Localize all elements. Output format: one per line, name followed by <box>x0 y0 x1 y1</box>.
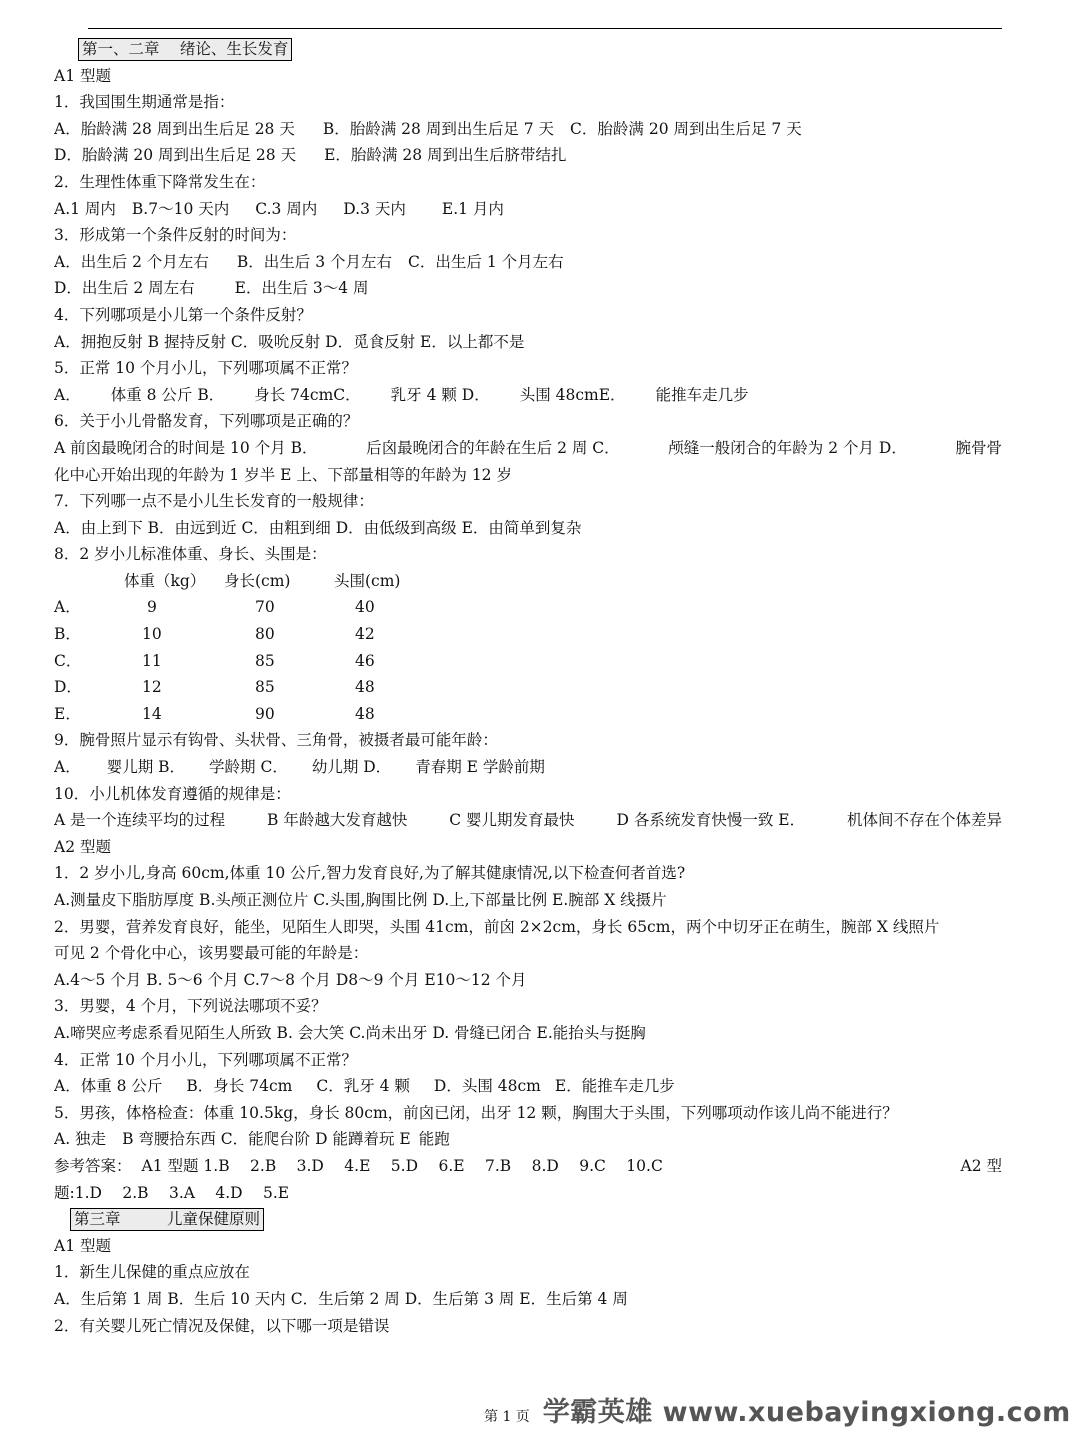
option: D．头围 48cm <box>433 1077 541 1096</box>
question: 5．正常 10 个月小儿，下列哪项属不正常？ <box>54 359 357 378</box>
chapter-heading-1: 第一、二章 绪论、生长发育 <box>78 38 292 61</box>
options <box>54 116 1002 143</box>
question: 6．关于小儿骨骼发育，下列哪项是正确的？ <box>54 412 359 431</box>
option: C．乳牙 4 颗 <box>316 1077 410 1096</box>
options <box>54 275 1002 302</box>
option: A. 独走 <box>54 1130 107 1149</box>
table-cell: 40 <box>355 598 375 617</box>
option: 青春期 E 学龄前期 <box>415 758 545 777</box>
question: 1．我国围生期通常是指： <box>54 93 235 112</box>
table-header-cell: 头围(cm) <box>334 571 401 590</box>
option: E．能推车走几步 <box>554 1077 675 1096</box>
option: 颅缝一般闭合的年龄为 2 个月 D． <box>668 438 907 457</box>
table-cell: 14 <box>142 704 162 723</box>
document-body <box>54 36 1002 1339</box>
table-row <box>54 701 1002 728</box>
option: C．胎龄满 20 周到出生后足 7 天 <box>570 119 802 138</box>
question: 5．男孩，体格检查：体重 10.5kg，身长 80cm，前囟已闭，出牙 12 颗，胸围大于头围，下列哪项动作该儿尚不能进行？ <box>54 1103 898 1122</box>
options <box>54 1126 1002 1153</box>
table-cell: 42 <box>355 625 375 644</box>
question: 4．下列哪项是小儿第一个条件反射？ <box>54 305 312 324</box>
a1-label: A1 型题 <box>54 66 111 85</box>
option: 婴儿期 B． <box>106 758 186 777</box>
question: 9．腕骨照片显示有钩骨、头状骨、三角骨，被摄者最可能年龄： <box>54 731 498 750</box>
option: A 前囟最晚闭合的时间是 10 个月 B． <box>54 438 318 457</box>
table-cell: C． <box>54 651 82 670</box>
table-header-cell: 身长(cm) <box>224 571 291 590</box>
option: A 是一个连续平均的过程 <box>54 811 226 830</box>
option: B 弯腰拾东西 C．能爬台阶 D 能蹲着玩 E <box>122 1130 411 1149</box>
option: 身长 74cmC． <box>254 385 361 404</box>
option: 头围 48cmE． <box>519 385 626 404</box>
options <box>54 807 1002 834</box>
option: 腕骨骨 <box>955 438 1002 457</box>
table-cell: 46 <box>355 651 375 670</box>
table-cell: 70 <box>255 598 275 617</box>
question: 7．下列哪一点不是小儿生长发育的一般规律： <box>54 492 374 511</box>
options <box>54 1073 1002 1100</box>
question: 10．小儿机体发育遵循的规律是： <box>54 784 291 803</box>
option: C．出生后 1 个月左右 <box>408 252 564 271</box>
answer-label: 参考答案： <box>54 1156 132 1175</box>
option: A.啼哭应考虑系看见陌生人所致 B. 会大笑 C.尚未出牙 D. 骨缝已闭合 E.能抬头与挺胸 <box>54 1023 646 1042</box>
option: B 年龄越大发育越快 <box>267 811 408 830</box>
table-cell: B． <box>54 625 81 644</box>
table-cell: 9 <box>147 598 157 617</box>
question-continued: 可见 2 个骨化中心，该男婴最可能的年龄是： <box>54 944 369 963</box>
options <box>54 249 1002 276</box>
answer-key <box>54 1153 1002 1180</box>
options <box>54 435 1002 462</box>
option: 体重 8 公斤 B． <box>110 385 225 404</box>
options <box>54 382 1002 409</box>
option: D.3 天内 <box>343 199 406 218</box>
option: 幼儿期 D． <box>311 758 392 777</box>
option: A．胎龄满 28 周到出生后足 28 天 <box>54 119 295 138</box>
option: A.1 周内 <box>54 199 116 218</box>
answer-a2: 题:1.D 2.B 3.A 4.D 5.E <box>54 1183 290 1202</box>
table-cell: 48 <box>355 678 375 697</box>
table-row <box>54 621 1002 648</box>
table-cell: 80 <box>255 625 275 644</box>
option: D 各系统发育快慢一致 E． <box>616 811 806 830</box>
table-header-cell: 体重（kg） <box>124 571 206 590</box>
table-cell: 85 <box>255 678 275 697</box>
question: 2．男婴，营养发育良好，能坐，见陌生人即哭，头围 41cm，前囟 2×2cm，身长 65cm，两个中切牙正在萌生，腕部 X 线照片 <box>54 917 940 936</box>
table-cell: 90 <box>255 704 275 723</box>
answer-a2-head: A2 型 <box>960 1156 1002 1175</box>
option: 能推车走几步 <box>655 385 749 404</box>
option: D．出生后 2 周左右 <box>54 279 195 298</box>
question: 1．新生儿保健的重点应放在 <box>54 1263 250 1282</box>
option: A． <box>54 385 81 404</box>
table-cell: 48 <box>355 704 375 723</box>
question: 3．形成第一个条件反射的时间为： <box>54 226 297 245</box>
page-footer <box>484 1398 1071 1428</box>
option: E．出生后 3～4 周 <box>234 279 369 298</box>
table-row <box>54 594 1002 621</box>
options <box>54 142 1002 169</box>
option: 乳牙 4 颗 D． <box>390 385 490 404</box>
option: A．生后第 1 周 B．生后 10 天内 C．生后第 2 周 D．生后第 3 周 E．生后第 4 周 <box>54 1289 628 1308</box>
option: A． <box>54 758 81 777</box>
option: B．出生后 3 个月左右 <box>236 252 393 271</box>
chapter-heading-3: 第三章 儿童保健原则 <box>70 1208 264 1231</box>
option: 后囟最晚闭合的年龄在生后 2 周 C． <box>366 438 620 457</box>
options <box>54 754 1002 781</box>
question: 2．生理性体重下降常发生在： <box>54 172 266 191</box>
page-number: 第 1 页 <box>484 1409 530 1425</box>
table-cell: 85 <box>255 651 275 670</box>
watermark: 学霸英雄 www.xuebayingxiong.com <box>542 1397 1071 1428</box>
table-row <box>54 648 1002 675</box>
table-header <box>54 568 1002 595</box>
option: 机体间不存在个体差异 <box>846 811 1002 830</box>
table-cell: E． <box>54 704 81 723</box>
option: B．胎龄满 28 周到出生后足 7 天 <box>322 119 555 138</box>
question: 8．2 岁小儿标准体重、身长、头围是： <box>54 545 327 564</box>
option: C 婴儿期发育最快 <box>449 811 575 830</box>
option: 能跑 <box>418 1130 450 1149</box>
option: E．胎龄满 28 周到出生后脐带结扎 <box>324 146 567 165</box>
a2-label: A2 型题 <box>54 837 111 856</box>
question: 4．正常 10 个月小儿，下列哪项属不正常？ <box>54 1050 357 1069</box>
option: A.4～5 个月 B. 5～6 个月 C.7～8 个月 D8～9 个月 E10～12 个月 <box>54 970 527 989</box>
question: 3．男婴，4 个月，下列说法哪项不妥？ <box>54 997 327 1016</box>
option: B．身长 74cm <box>186 1077 293 1096</box>
table-cell: D． <box>54 678 82 697</box>
option: A．出生后 2 个月左右 <box>54 252 209 271</box>
header-rule <box>88 28 1002 29</box>
question: 2．有关婴儿死亡情况及保健，以下哪一项是错误 <box>54 1316 390 1335</box>
option-continued: 化中心开始出现的年龄为 1 岁半 E 上、下部量相等的年龄为 12 岁 <box>54 465 512 484</box>
a1-label: A1 型题 <box>54 1236 111 1255</box>
option: A．拥抱反射 B 握持反射 C．吸吮反射 D．觅食反射 E．以上都不是 <box>54 332 525 351</box>
table-cell: 10 <box>142 625 162 644</box>
option: D．胎龄满 20 周到出生后足 28 天 <box>54 146 297 165</box>
option: A．体重 8 公斤 <box>54 1077 163 1096</box>
option: A．由上到下 B．由远到近 C．由粗到细 D．由低级到高级 E．由简单到复杂 <box>54 518 582 537</box>
option: 学龄期 C． <box>209 758 288 777</box>
option: E.1 月内 <box>441 199 504 218</box>
question: 1．2 岁小儿,身高 60cm,体重 10 公斤,智力发育良好,为了解其健康情况,以下检查何者首选? <box>54 864 686 883</box>
table-row <box>54 674 1002 701</box>
table-cell: A． <box>54 598 81 617</box>
options <box>54 196 1002 223</box>
option: C.3 周内 <box>255 199 318 218</box>
option: A.测量皮下脂肪厚度 B.头颅正测位片 C.头围,胸围比例 D.上,下部量比例 E.腕部 X 线摄片 <box>54 891 667 909</box>
table-cell: 12 <box>142 678 162 697</box>
option: B.7～10 天内 <box>131 199 230 218</box>
answer-a1: A1 型题 1.B 2.B 3.D 4.E 5.D 6.E 7.B 8.D 9.C 10.C <box>141 1156 663 1175</box>
table-cell: 11 <box>142 651 162 670</box>
